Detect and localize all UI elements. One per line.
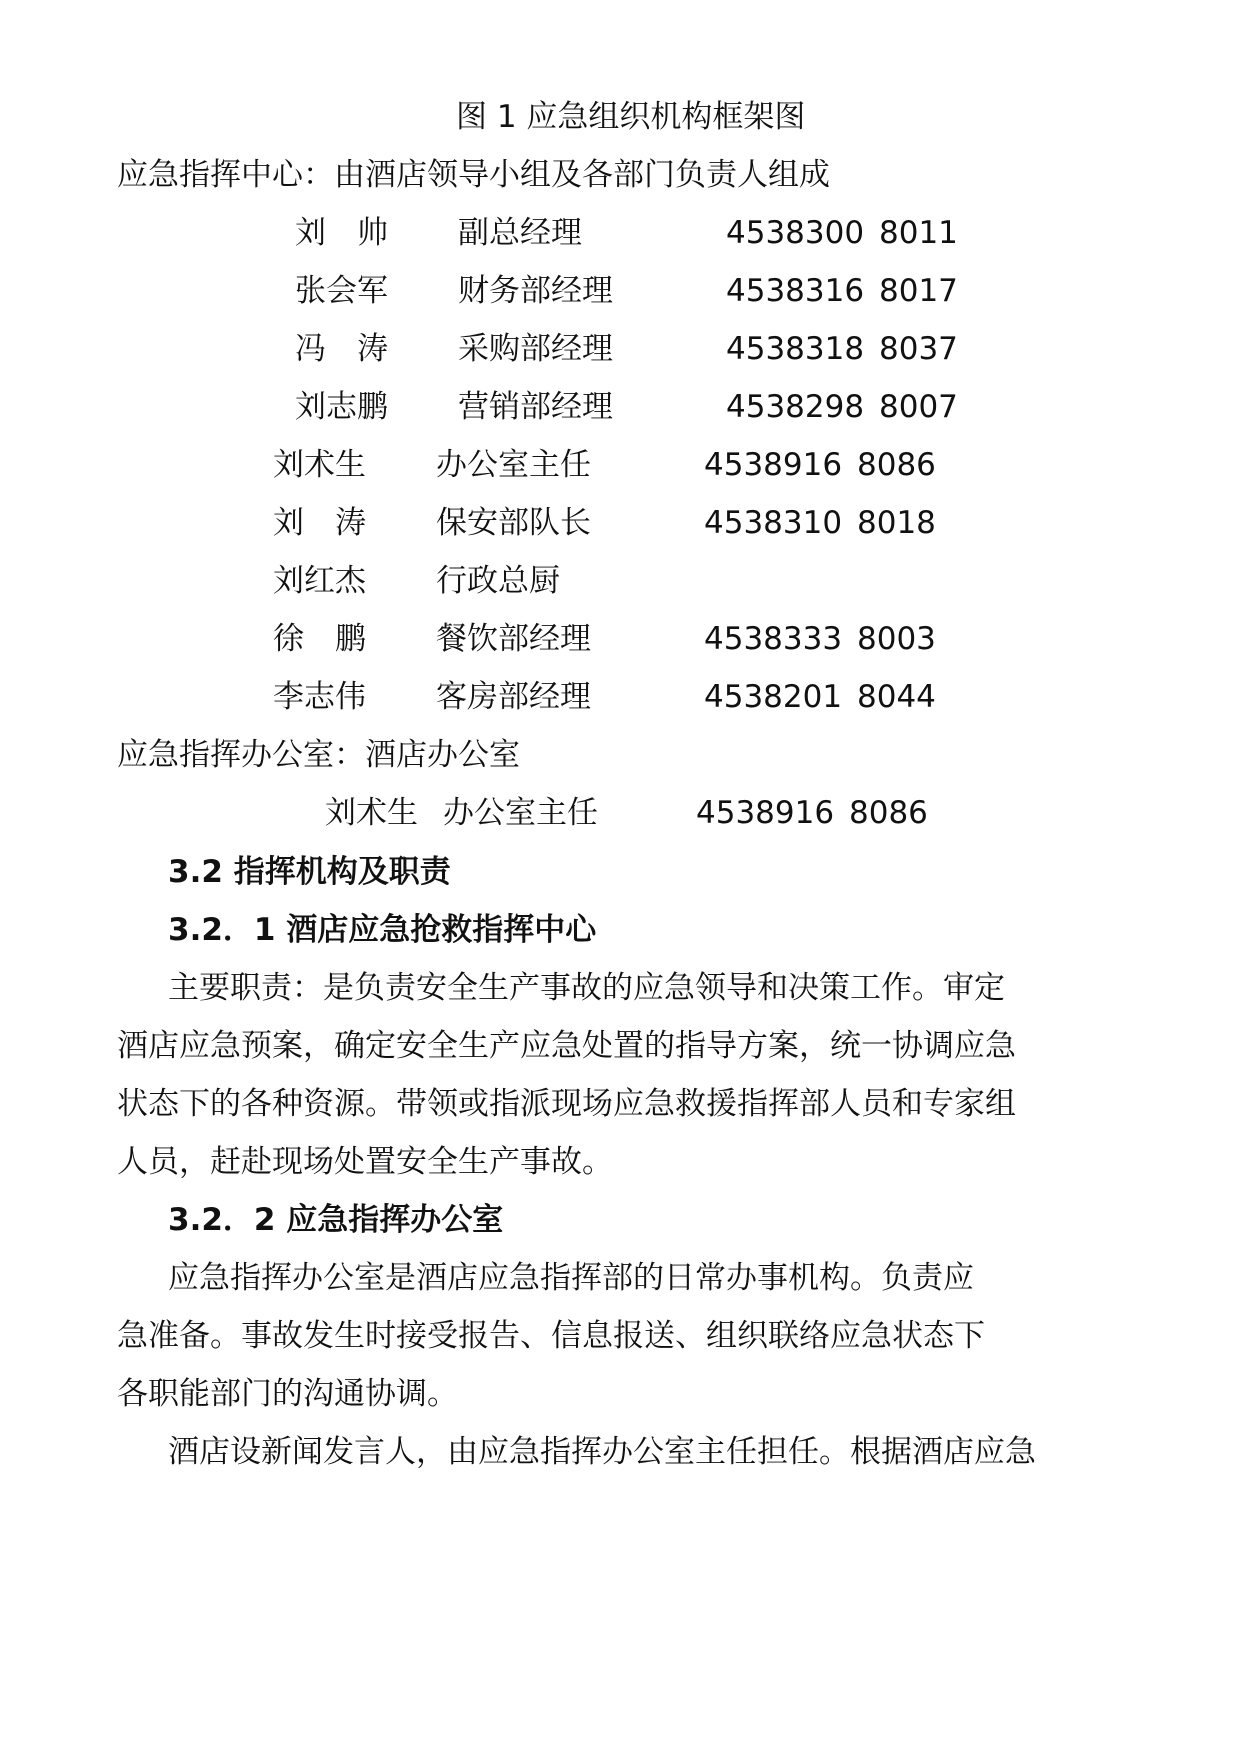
member-row: [0, 677, 1241, 717]
paragraph-line: 应急指挥办公室是酒店应急指挥部的日常办事机构。负责应: [168, 1260, 974, 1296]
member-ext: 8044: [857, 679, 936, 715]
member-title: 财务部经理: [458, 273, 613, 309]
member-row: [0, 561, 1241, 601]
member-title: 保安部队长: [436, 505, 591, 541]
paragraph-line: 主要职责：是负责安全生产事故的应急领导和决策工作。审定: [168, 970, 1005, 1006]
member-phone: 4538316: [726, 273, 865, 309]
member-ext: 8018: [857, 505, 936, 541]
member-title: 客房部经理: [436, 679, 591, 715]
member-ext: 8003: [857, 621, 936, 657]
member-name: 刘红杰: [273, 563, 366, 599]
member-title: 营销部经理: [458, 389, 613, 425]
office-member-row: [0, 793, 1241, 833]
member-phone: 4538916: [696, 795, 835, 831]
center-heading: 应急指挥中心：由酒店领导小组及各部门负责人组成: [117, 157, 830, 193]
member-row: [0, 329, 1241, 369]
member-phone: 4538298: [726, 389, 865, 425]
paragraph-line: 各职能部门的沟通协调。: [117, 1376, 458, 1412]
member-name: 刘 帅: [295, 215, 388, 251]
office-heading: 应急指挥办公室：酒店办公室: [117, 737, 520, 773]
member-title: 行政总厨: [436, 563, 560, 599]
member-phone: 4538300: [726, 215, 865, 251]
member-phone: 4538201: [704, 679, 843, 715]
member-ext: 8007: [879, 389, 958, 425]
member-ext: 8011: [879, 215, 958, 251]
member-row: [0, 503, 1241, 543]
member-title: 办公室主任: [436, 447, 591, 483]
member-name: 张会军: [295, 273, 388, 309]
member-title: 办公室主任: [443, 795, 598, 831]
paragraph-line: 人员，赶赴现场处置安全生产事故。: [117, 1144, 613, 1180]
figure-caption: 图 1 应急组织机构框架图: [456, 99, 806, 135]
paragraph-line: 酒店设新闻发言人，由应急指挥办公室主任担任。根据酒店应急: [168, 1434, 1036, 1470]
section-heading-3-2: 3.2 指挥机构及职责: [168, 854, 451, 890]
member-name: 李志伟: [273, 679, 366, 715]
member-row: [0, 213, 1241, 253]
member-title: 餐饮部经理: [436, 621, 591, 657]
member-row: [0, 271, 1241, 311]
member-phone: 4538333: [704, 621, 843, 657]
member-phone: 4538318: [726, 331, 865, 367]
section-heading-3-2-2: 3.2．2 应急指挥办公室: [168, 1202, 504, 1238]
member-name: 刘术生: [273, 447, 366, 483]
member-name: 刘志鹏: [295, 389, 388, 425]
paragraph-line: 酒店应急预案，确定安全生产应急处置的指导方案，统一协调应急: [117, 1028, 1016, 1064]
section-heading-3-2-1: 3.2．1 酒店应急抢救指挥中心: [168, 912, 597, 948]
paragraph-line: 急准备。事故发生时接受报告、信息报送、组织联络应急状态下: [117, 1318, 985, 1354]
member-ext: 8017: [879, 273, 958, 309]
member-row: [0, 445, 1241, 485]
member-name: 刘 涛: [273, 505, 366, 541]
member-ext: 8086: [857, 447, 936, 483]
member-ext: 8086: [849, 795, 928, 831]
member-name: 徐 鹏: [273, 621, 366, 657]
paragraph-line: 状态下的各种资源。带领或指派现场应急救援指挥部人员和专家组: [117, 1086, 1016, 1122]
member-ext: 8037: [879, 331, 958, 367]
member-name: 刘术生: [325, 795, 418, 831]
member-title: 副总经理: [458, 215, 582, 251]
member-title: 采购部经理: [458, 331, 613, 367]
member-phone: 4538310: [704, 505, 843, 541]
member-phone: 4538916: [704, 447, 843, 483]
member-row: [0, 387, 1241, 427]
member-name: 冯 涛: [295, 331, 388, 367]
member-row: [0, 619, 1241, 659]
